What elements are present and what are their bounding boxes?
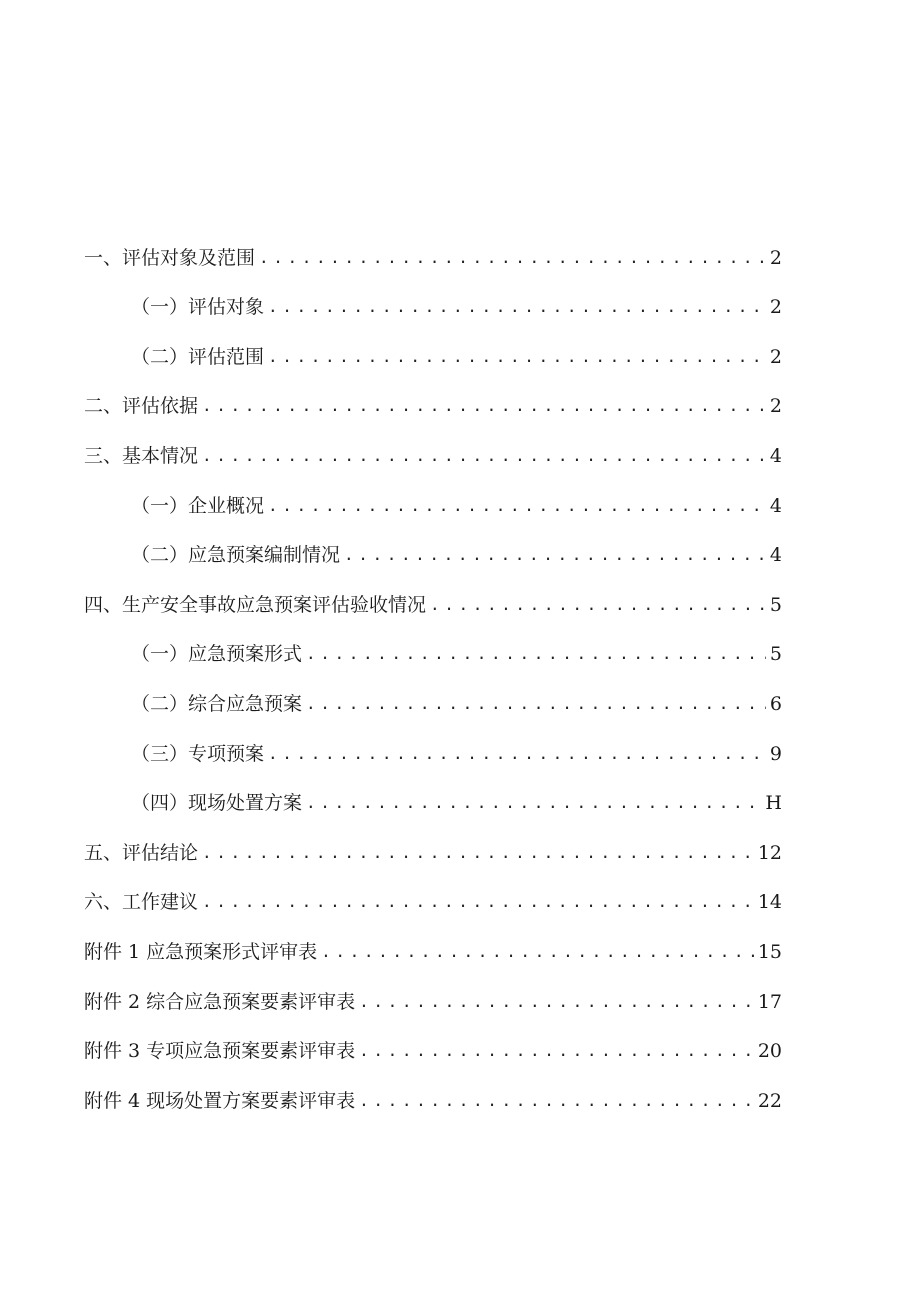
- toc-page-number: 4: [769, 444, 782, 467]
- toc-entry[interactable]: [84, 1066, 782, 1116]
- toc-leader-dots: [268, 294, 766, 322]
- toc-entry-label: 附件 4 现场处置方案要素评审表: [84, 1089, 356, 1112]
- toc-entry-label: （一）评估对象: [131, 296, 265, 319]
- toc-entry-label: （三）专项预案: [131, 742, 265, 765]
- toc-page-number: H: [765, 792, 782, 815]
- toc-page-number: 2: [769, 395, 782, 418]
- toc-leader-dots: [202, 840, 754, 868]
- toc-leader-dots: [202, 889, 754, 917]
- toc-entry-label: 附件 1 应急预案形式评审表: [84, 940, 318, 963]
- toc-entry[interactable]: [84, 719, 782, 769]
- toc-page-number: 5: [769, 593, 782, 616]
- toc-page-number: 2: [769, 246, 782, 269]
- toc-leader-dots: [306, 641, 766, 669]
- toc-leader-dots: [259, 245, 766, 273]
- toc-entry[interactable]: [84, 322, 782, 372]
- toc-page-number: 20: [757, 1040, 782, 1063]
- toc-leader-dots: [202, 393, 766, 421]
- toc-entry-label: 一、评估对象及范围: [84, 246, 256, 269]
- toc-entry[interactable]: [84, 223, 782, 273]
- toc-entry-label: （二）应急预案编制情况: [131, 544, 341, 567]
- toc-leader-dots: [268, 493, 766, 521]
- toc-entry[interactable]: [84, 868, 782, 918]
- toc-entry[interactable]: [84, 620, 782, 670]
- toc-entry[interactable]: [84, 273, 782, 323]
- toc-entry-label: （四）现场处置方案: [131, 792, 303, 815]
- toc-entry-label: （一）应急预案形式: [131, 643, 303, 666]
- toc-entry-label: 二、评估依据: [84, 395, 199, 418]
- toc-page-number: 6: [769, 692, 782, 715]
- toc-page-number: 4: [769, 544, 782, 567]
- toc-entry-label: （二）评估范围: [131, 345, 265, 368]
- toc-entry[interactable]: [84, 769, 782, 819]
- toc-entry[interactable]: [84, 372, 782, 422]
- toc-page-number: 9: [769, 742, 782, 765]
- toc-page-number: 2: [769, 345, 782, 368]
- toc-entry-label: （二）综合应急预案: [131, 692, 303, 715]
- toc-page-number: 22: [757, 1089, 782, 1112]
- toc-leader-dots: [202, 443, 766, 471]
- table-of-contents: [84, 223, 782, 1116]
- toc-entry-label: 六、工作建议: [84, 891, 199, 914]
- toc-entry[interactable]: [84, 818, 782, 868]
- toc-entry[interactable]: [84, 917, 782, 967]
- toc-page-number: 15: [757, 940, 782, 963]
- toc-page-number: 4: [769, 494, 782, 517]
- toc-entry[interactable]: [84, 471, 782, 521]
- toc-leader-dots: [344, 542, 766, 570]
- toc-entry-label: 五、评估结论: [84, 841, 199, 864]
- toc-entry[interactable]: [84, 570, 782, 620]
- toc-leader-dots: [306, 790, 761, 818]
- toc-entry[interactable]: [84, 421, 782, 471]
- toc-page-number: 17: [757, 990, 782, 1013]
- toc-page-number: 2: [769, 296, 782, 319]
- toc-entry-label: 附件 3 专项应急预案要素评审表: [84, 1040, 356, 1063]
- toc-leader-dots: [321, 939, 754, 967]
- toc-entry[interactable]: [84, 967, 782, 1017]
- toc-page-number: 5: [769, 643, 782, 666]
- toc-leader-dots: [306, 691, 766, 719]
- toc-entry-label: （一）企业概况: [131, 494, 265, 517]
- toc-entry[interactable]: [84, 521, 782, 571]
- toc-leader-dots: [430, 592, 766, 620]
- toc-entry-label: 三、基本情况: [84, 444, 199, 467]
- toc-leader-dots: [359, 1038, 754, 1066]
- toc-entry-label: 附件 2 综合应急预案要素评审表: [84, 990, 356, 1013]
- toc-page-number: 14: [757, 891, 782, 914]
- toc-page-number: 12: [757, 841, 782, 864]
- toc-leader-dots: [359, 989, 754, 1017]
- toc-entry[interactable]: [84, 1017, 782, 1067]
- toc-leader-dots: [268, 741, 766, 769]
- toc-leader-dots: [359, 1088, 754, 1116]
- toc-entry-label: 四、生产安全事故应急预案评估验收情况: [84, 593, 427, 616]
- toc-entry[interactable]: [84, 669, 782, 719]
- toc-leader-dots: [268, 344, 766, 372]
